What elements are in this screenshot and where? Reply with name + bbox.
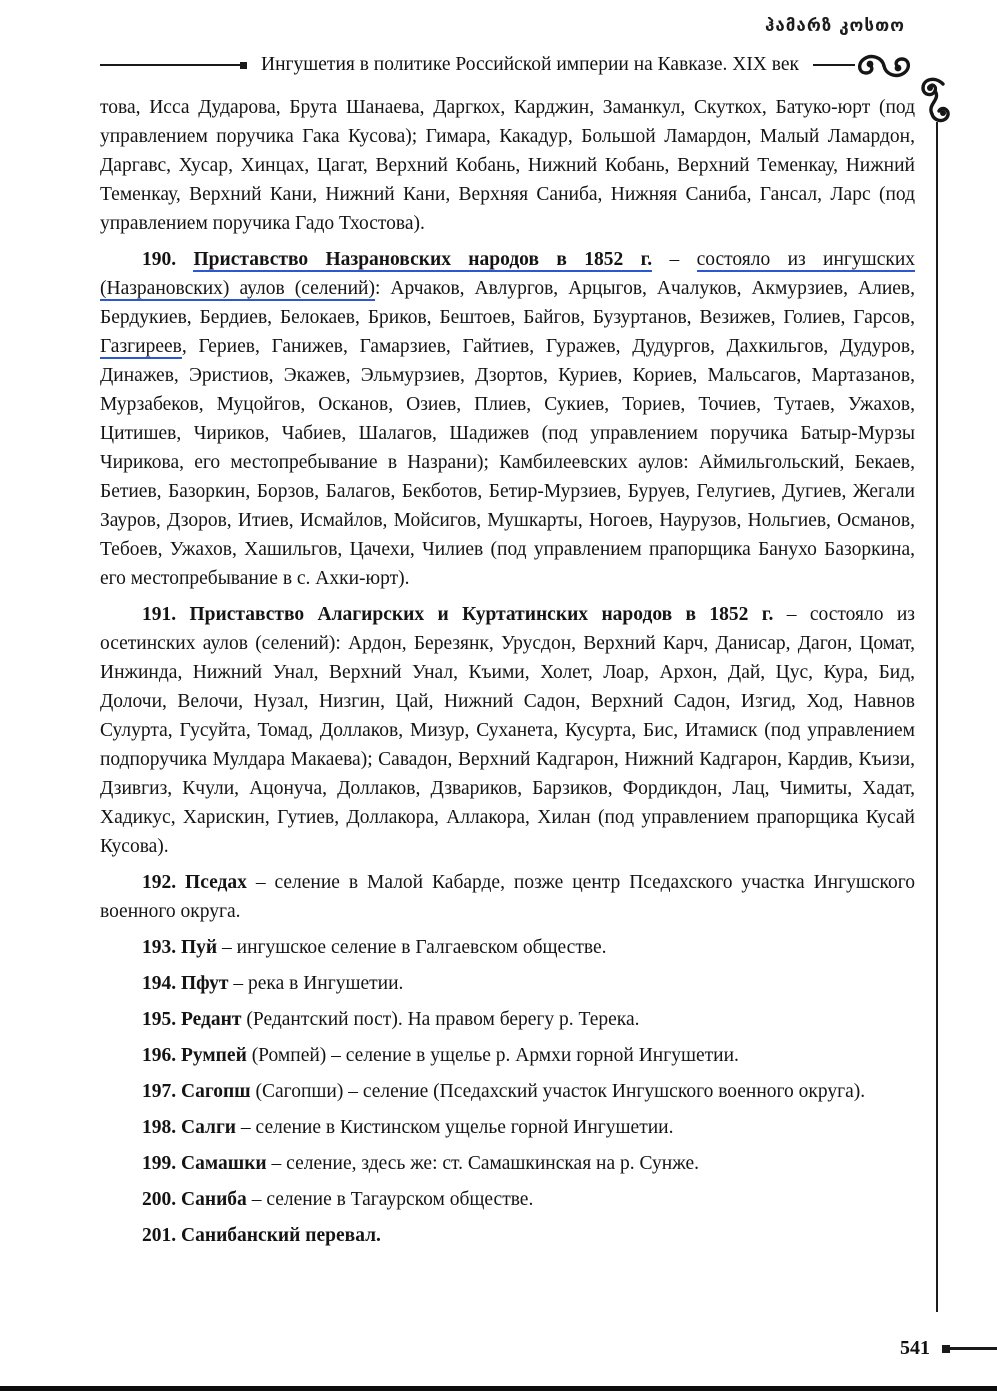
entry-title: 199. Самашки	[142, 1153, 267, 1174]
entry-text: :	[374, 278, 391, 299]
page-number: 541	[900, 1337, 930, 1359]
entry-title: 197. Сагопш	[142, 1081, 251, 1102]
page-header	[100, 50, 915, 80]
entry-text: – состояло из осетинских аулов (селений): Ардон, Березянк, Урусдон, Верхний Карч, Данисар, Дагон, Цомат, Инжинда, Нижний Унал, Верхний Унал, Къими, Холет, Лоар, Архон, Дай, Цус, Кура, Бид, Долочи, Велочи, Нузал, Низгин, Цай, Нижний Садон, Верхний Садон, Изгид, Ход, Навнов Сулурта, Гусуйта, Томад, Доллаков, Мизур, Суханета, Кусурта, Бис, Итамиск (под управлением подпоручика Мулдара Макаева); Савадон, Верхний Кадгарон, Нижний Кадгарон, Кардив, Къизи, Дзивгиз, Кчули, Ацонуча, Доллаков, Дзвариков, Барзиков, Фордикдон, Лац, Чимиты, Хадат, Хадикус, Харискин, Гутиев, Доллакора, Аллакора, Хилан (под управлением прапорщика Кусай Кусова).	[100, 604, 915, 857]
entry-196	[100, 1041, 915, 1070]
running-title: Ингушетия в политике Российской империи на Кавказе. XIX век	[260, 54, 799, 75]
entry-title: 192. Пседах	[142, 872, 247, 893]
entry-text: – селение в Тагаурском обществе.	[246, 1189, 534, 1210]
entry-title-underlined: Приставство Назрановских народов в 1852 г.	[193, 249, 653, 270]
entry-text: (Сагопши) – селение (Пседахский участок Ингушского военного округа).	[250, 1081, 866, 1102]
entry-title: 195. Редант	[142, 1009, 242, 1030]
page-footer	[900, 1337, 997, 1360]
entry-title: 200. Саниба	[142, 1189, 247, 1210]
corner-flourish-icon	[915, 76, 953, 126]
paragraph-continuation	[100, 93, 915, 238]
entry-text: това, Исса Дударова, Брута Шанаева, Даргкох, Карджин, Заманкул, Скуткох, Батуко-юрт (под управлением поручика Гака Кусова); Гимара, Какадур, Большой Ламардон, Малый Ламардон, Даргавс, Хусар, Хинцах, Цагат, Верхний Кобань, Нижний Кобань, Верхний Теменкау, Нижний Теменкау, Верхний Кани, Нижний Кани, Верхняя Саниба, Нижняя Саниба, Гансал, Ларс (под управлением поручика Гадо Тхостова).	[100, 97, 915, 234]
footer-rule-square	[942, 1345, 950, 1353]
entry-197	[100, 1077, 915, 1106]
header-rule-square	[240, 62, 247, 69]
page-body	[100, 93, 915, 1257]
entry-194	[100, 969, 915, 998]
entry-text: (Ромпей) – селение в ущелье р. Армхи горной Ингушетии.	[246, 1045, 739, 1066]
underlined-name: Газгиреев	[100, 336, 182, 357]
entry-title: 196. Румпей	[142, 1045, 247, 1066]
entry-199	[100, 1149, 915, 1178]
entry-text: –	[652, 249, 697, 270]
header-right-rule	[813, 50, 915, 80]
entry-text: – ингушское селение в Галгаевском обществе.	[217, 937, 607, 958]
header-left-rule	[100, 62, 247, 69]
entry-title: 201. Санибанский перевал.	[142, 1225, 381, 1246]
entry-title: 193. Пуй	[142, 937, 218, 958]
entry-title: 194. Пфут	[142, 973, 229, 994]
watermark-text: ჰამარზ კოსთო	[764, 16, 905, 36]
entry-text: , Гериев, Ганижев, Гамарзиев, Гайтиев, Гуражев, Дудургов, Дахкильгов, Дудуров, Динажев, Эристиов, Экажев, Эльмурзиев, Дзортов, Куриев, Кориев, Мальсагов, Мартазанов, Мурзабеков, Муцойгов, Осканов, Озиев, Плиев, Сукиев, Ториев, Точиев, Тутаев, Ужахов, Цитишев, Чириков, Чабиев, Шалагов, Шадижев (под управлением поручика Батыр-Мурзы Чирикова, его местопребывание в Назрани); Камбилеевских аулов: Аймильгольский, Бекаев, Бетиев, Базоркин, Борзов, Балагов, Бекботов, Бетир-Мурзиев, Буруев, Гелугиев, Дугиев, Жегали Зауров, Дзоров, Итиев, Исмайлов, Мойсигов, Мушкарты, Ногоев, Наурузов, Нольгиев, Османов, Тебоев, Ужахов, Хашильгов, Цачехи, Чилиев (под управлением прапорщика Банухо Базоркина, его местопребывание в с. Ахки-юрт).	[100, 336, 915, 589]
underlined-phrase: состояло из ингушских (Назрановских) аулов (селений)	[100, 249, 916, 299]
entry-201	[100, 1221, 915, 1250]
entry-190	[100, 245, 915, 593]
entry-195	[100, 1005, 915, 1034]
entry-200	[100, 1185, 915, 1214]
entry-text: – селение в Кистинском ущелье горной Ингушетии.	[236, 1117, 674, 1138]
scroll-ornament-icon	[853, 50, 915, 80]
bottom-edge-bar	[0, 1386, 997, 1391]
header-rule-line	[100, 64, 240, 66]
entry-text: – река в Ингушетии.	[228, 973, 404, 994]
header-rule-line	[813, 64, 855, 66]
entry-title: 191. Приставство Алагирских и Куртатинских народов в 1852 г.	[142, 604, 774, 625]
entry-198	[100, 1113, 915, 1142]
footer-rule-line	[950, 1347, 997, 1350]
entry-193	[100, 933, 915, 962]
entry-title: 198. Салги	[142, 1117, 237, 1138]
entry-text: – селение, здесь же: ст. Самашкинская на р. Сунже.	[266, 1153, 699, 1174]
entry-text: – селение в Малой Кабарде, позже центр Пседахского участка Ингушского военного округа.	[100, 872, 916, 922]
entry-number: 190.	[142, 249, 194, 270]
right-margin-rule	[936, 122, 939, 1312]
entry-text: (Редантский пост). На правом берегу р. Терека.	[241, 1009, 640, 1030]
entry-191	[100, 600, 915, 861]
entry-192	[100, 868, 915, 926]
entry-text: Арчаков, Авлургов, Арцыгов, Ачалуков, Акмурзиев, Алиев, Бердукиев, Бердиев, Белокаев, Бриков, Бештоев, Байгов, Бузуртанов, Везижев, Голиев, Гарсов,	[100, 278, 915, 328]
